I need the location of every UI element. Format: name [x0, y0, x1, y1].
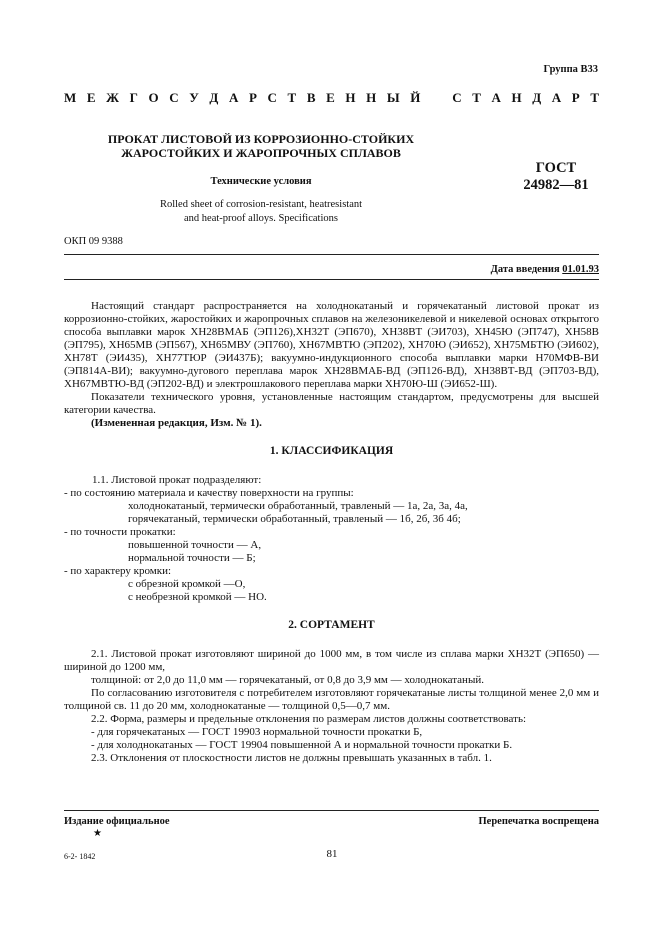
assortment-paragraph: - для холоднокатаных — ГОСТ 19904 повышенной А и нормальной точности прокатки Б. — [91, 739, 513, 751]
assortment-paragraph: 2.3. Отклонения от плоскостности листов не должны превышать указанных в табл. 1. — [91, 752, 492, 764]
banner-letter: Ж — [106, 90, 120, 105]
banner-letter: О — [148, 90, 159, 105]
banner-letter: У — [189, 90, 199, 105]
banner-letter: С — [169, 90, 179, 105]
intro-paragraph-1: Настоящий стандарт распространяется на холоднокатаный и горячекатаный листовой прокат из коррозионно-стойких, жаростойких и жаропрочных сплавов на железоникелевой и никелевой основах открытого способа выплавки марок ХН28ВМАБ (ЭП126),ХН32Т (ЭП670), ХН38ВТ (ЭИ703), ХН45Ю (ЭП747), ХН58В (ЭП795), ХН65МВ (ЭП567), ХН65МВУ (ЭП760), ХН67МВТЮ (ЭП202), ХН70Ю (ЭИ652), ХН75МБТЮ (ЭИ602), ХН78Т (ЭИ435), ХН77ТЮР (ЭИ437Б); вакуумно-индукционного способа выплавки марки Н70МФВ-ВИ (ЭП814А-ВИ); вакуумно-дугового переплава марок ХН28ВМАБ-ВД (ЭП126-ВД), ХН38ВТ-ВД (ЭП703-ВД), ХН67МВТЮ-ВД (ЭП202-ВД) и электрошлакового переплава марки ХН70Ю-Ш (ЭИ652-Ш). — [64, 300, 599, 390]
banner-letter: Й — [410, 90, 421, 105]
okp-code: ОКП 09 9388 — [64, 236, 123, 247]
assortment-paragraph: - для горячекатаных — ГОСТ 19903 нормальной точности прокатки Б, — [91, 726, 423, 738]
title-line-1: ПРОКАТ ЛИСТОВОЙ ИЗ КОРРОЗИОННО-СТОЙКИХ — [107, 132, 415, 146]
footer-divider — [64, 810, 599, 811]
classification-line: с необрезной кромкой — НО. — [128, 591, 267, 603]
banner-letter: Т — [472, 90, 481, 105]
banner-letter: А — [228, 90, 239, 105]
gost-designation — [513, 160, 599, 194]
banner-letter: Н — [345, 90, 356, 105]
page-number: 81 — [326, 848, 338, 860]
document-title — [96, 132, 426, 160]
effective-date-value: 01.01.93 — [562, 264, 599, 275]
star-icon: ★ — [93, 828, 102, 839]
banner-letter: Р — [248, 90, 257, 105]
print-code: 6-2- 1842 — [64, 852, 96, 861]
banner-letter: Т — [287, 90, 297, 105]
banner-letter: А — [491, 90, 501, 105]
banner-letter: Т — [590, 90, 599, 105]
effective-date-label: Дата введения — [490, 264, 560, 275]
classification-line: - по точности прокатки: — [64, 526, 176, 538]
title-line-2: ЖАРОСТОЙКИХ И ЖАРОПРОЧНЫХ СПЛАВОВ — [121, 146, 401, 160]
assortment-paragraph: 2.1. Листовой прокат изготовляют шириной до 1000 мм, в том числе из сплава марки ХН32Т (ЭП650) — шириной до 1200 мм, — [64, 648, 599, 673]
banner-letter: В — [306, 90, 316, 105]
banner-letter: М — [64, 90, 77, 105]
classification-line: нормальной точности — Б; — [128, 552, 256, 564]
banner-letter: Ы — [386, 90, 400, 105]
banner-letter: Г — [129, 90, 138, 105]
banner-letter: Е — [326, 90, 335, 105]
assortment-paragraph: 2.2. Форма, размеры и предельные отклонения по размерам листов должны соответствовать: — [91, 713, 527, 725]
intro-paragraph-2: Показатели технического уровня, установленные настоящим стандартом, предусмотрены для высшей категории качества. — [64, 391, 599, 416]
section-2-heading: 2. СОРТАМЕНТ — [288, 619, 375, 631]
classification-line: 1.1. Листовой прокат подразделяют: — [92, 474, 262, 486]
banner-letter: Д — [209, 90, 219, 105]
english-title-line-1: Rolled sheet of corrosion-resistant, heatresistant — [159, 199, 363, 210]
banner-letter: Н — [366, 90, 377, 105]
effective-date — [360, 264, 599, 275]
header-divider — [64, 254, 599, 255]
amendment-note: (Измененная редакция, Изм. № 1). — [91, 417, 262, 429]
classification-line: - по состоянию материала и качеству поверхности на группы: — [64, 487, 354, 499]
banner-letter: Н — [511, 90, 522, 105]
document-subtitle: Технические условия — [210, 176, 312, 187]
banner-letter: Р — [571, 90, 580, 105]
banner-letter: С — [267, 90, 277, 105]
assortment-paragraph: толщиной: от 2,0 до 11,0 мм — горячекатаный, от 0,8 до 3,9 мм — холоднокатаный. — [91, 674, 484, 686]
classification-line: с обрезной кромкой —О, — [128, 578, 246, 590]
section-1-heading: 1. КЛАССИФИКАЦИЯ — [269, 445, 394, 457]
banner-letter: А — [551, 90, 562, 105]
interstate-standard-banner — [64, 90, 599, 106]
banner-letter: Е — [86, 90, 96, 105]
classification-line: горячекатаный, термически обработанный, травленый — 1б, 2б, 3б 4б; — [128, 513, 461, 525]
gost-label: ГОСТ — [535, 160, 577, 176]
date-divider — [64, 279, 599, 280]
assortment-paragraph: По согласованию изготовителя с потребителем изготовляют горячекатаные листы толщиной менее 2,0 мм и толщиной св. 11 до 20 мм, холоднокатаные — толщиной 0,5—0,7 мм. — [64, 687, 599, 712]
classification-line: повышенной точности — А, — [128, 539, 262, 551]
official-edition-label: Издание официальное — [64, 816, 170, 827]
document-body — [64, 300, 599, 765]
classification-line: - по характеру кромки: — [64, 565, 172, 577]
group-code: Группа В33 — [543, 64, 598, 75]
english-title — [96, 198, 426, 226]
banner-letter: Д — [532, 90, 542, 105]
gost-number: 24982—81 — [523, 177, 589, 193]
classification-line: холоднокатаный, термически обработанный, травленый — 1а, 2а, 3а, 4а, — [128, 500, 468, 512]
reprint-prohibited-label: Перепечатка воспрещена — [478, 816, 599, 827]
english-title-line-2: and heat-proof alloys. Specifications — [184, 213, 338, 224]
banner-letter: С — [452, 90, 462, 105]
